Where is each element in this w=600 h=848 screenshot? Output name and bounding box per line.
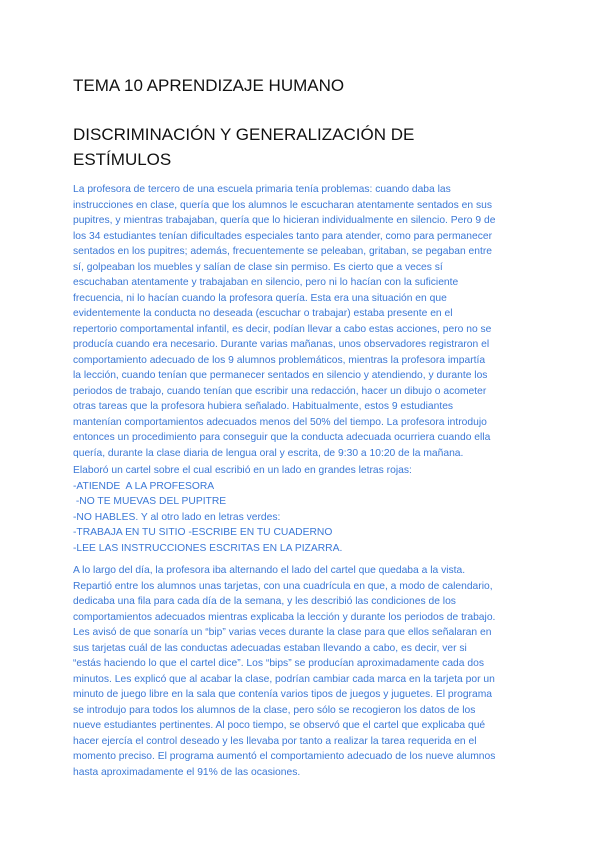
paragraph-line: quería, durante la clase diaria de lengua oral y escrita, de 9:30 a 10:20 de la mañana.	[73, 447, 464, 459]
paragraph-procedure	[73, 563, 537, 780]
section-heading-line: DISCRIMINACIÓN Y GENERALIZACIÓN DE	[73, 125, 415, 144]
paragraph-line: mantenían comportamientos adecuados menos del 50% del tiempo. La profesora introdujo	[73, 416, 487, 428]
section-heading	[73, 122, 543, 172]
paragraph-line: evidentemente la conducta no deseada (escuchar o trabajar) estaba presente en el	[73, 308, 453, 319]
paragraph-line: producía cuando era necesario. Durante varias mañanas, unos observadores registraron el	[73, 339, 490, 350]
paragraph-line: minutos. Les explicó que al acabar la clase, podrían cambiar cada marca en la tarjeta por un	[73, 673, 495, 685]
paragraph-line: minuto de juego libre en la sala que contenía varios tipos de juegos y juguetes. El programa	[73, 689, 492, 700]
paragraph-line: A lo largo del día, la profesora iba alternando el lado del cartel que quedaba a la vista.	[73, 565, 466, 576]
poster-instruction: -NO TE MUEVAS DEL PUPITRE	[73, 496, 227, 507]
paragraph-line: hacer ejercía el control deseado y les llevaba por tanto a realizar la tarea requerida en el	[73, 735, 477, 747]
paragraph-line: Repartió entre los alumnos unas tarjetas, con una cuadrícula en que, a modo de calendario,	[73, 580, 493, 592]
paragraph-poster	[73, 463, 537, 556]
paragraph-line: repertorio comportamental infantil, es decir, podían llevar a cabo estas acciones, pero no se	[73, 323, 492, 335]
paragraph-line: otras tareas que la profesora hubiera señalado. Habitualmente, estos 9 estudiantes	[73, 401, 454, 412]
paragraph-line: escuchaban atentamente y trabajaban en silencio, pero ni lo hacían con la suficiente	[73, 277, 459, 288]
paragraph-line: sus tarjetas cuál de las conductas adecuadas estaban llevando a cabo, es decir, ver si	[73, 642, 467, 654]
poster-instruction: -LEE LAS INSTRUCCIONES ESCRITAS EN LA PIZARRA.	[73, 542, 343, 554]
paragraph-line: comportamiento adecuado de los 9 alumnos problemáticos, mientras la profesora impartía	[73, 354, 486, 366]
poster-instruction: -NO HABLES. Y al otro lado en letras verdes:	[73, 511, 281, 523]
paragraph-line: dedicaba una fila para cada día de la semana, y les describió las condiciones de los	[73, 596, 456, 607]
paragraph-line: La profesora de tercero de una escuela primaria tenía problemas: cuando daba las	[73, 184, 451, 195]
paragraph-line: instrucciones en clase, quería que los alumnos le escucharan atentamente sentados en sus	[73, 199, 492, 211]
paragraph-line: “estás haciendo lo que el cartel dice”. Los “bips” se producían aproximadamente cada dos	[73, 658, 484, 669]
paragraph-line: Elaboró un cartel sobre el cual escribió en un lado en grandes letras rojas:	[73, 465, 412, 476]
paragraph-line: los 34 estudiantes tenían dificultades especiales tanto para atender, como para permanecer	[73, 230, 493, 242]
paragraph-line: periodos de trabajo, cuando tenían que escribir una redacción, hacer un dibujo o acometer	[73, 385, 487, 397]
paragraph-line: pupitres, y mientras trabajaban, quería que lo hicieran individualmente en silencio. Pero 9 de	[73, 215, 496, 226]
paragraph-intro	[73, 182, 537, 461]
paragraph-line: sentados en los pupitres; además, frecuentemente se peleaban, gritaban, se pegaban entre	[73, 246, 493, 257]
paragraph-line: hasta aproximadamente el 91% de las ocasiones.	[73, 766, 301, 778]
paragraph-line: nueve estudiantes pertinentes. Al poco tiempo, se observó que el cartel que explicaba qué	[73, 720, 486, 731]
poster-instruction: -ATIENDE A LA PROFESORA	[73, 480, 215, 492]
paragraph-line: comportamientos adecuados mientras explicaba la lección y durante los periodos de trabajo.	[73, 611, 496, 623]
paragraph-line: se introdujo para todos los alumnos de la clase, pero sólo se recogieron los datos de los	[73, 704, 476, 716]
paragraph-line: Les avisó de que sonaría un “bip” varias veces durante la clase para que ellos señalaran en	[73, 627, 492, 638]
section-heading-line: ESTÍMULOS	[73, 150, 172, 169]
paragraph-line: la lección, cuando tenían que permanecer sentados en silencio y atendiendo, y durante los	[73, 370, 488, 381]
document-title: TEMA 10 APRENDIZAJE HUMANO	[73, 76, 345, 95]
poster-instruction: -TRABAJA EN TU SITIO -ESCRIBE EN TU CUADERNO	[73, 527, 333, 538]
paragraph-line: frecuencia, ni lo hacían cuando la profesora quería. Esta era una situación en que	[73, 292, 447, 304]
paragraph-line: entonces un procedimiento para conseguir que la conducta adecuada ocurriera cuando ella	[73, 432, 491, 443]
paragraph-line: sí, golpeaban los muebles y salían de clase sin permiso. Es cierto que a veces sí	[73, 261, 443, 273]
paragraph-line: momento preciso. El programa aumentó el comportamiento adecuado de los nueve alumnos	[73, 751, 496, 762]
